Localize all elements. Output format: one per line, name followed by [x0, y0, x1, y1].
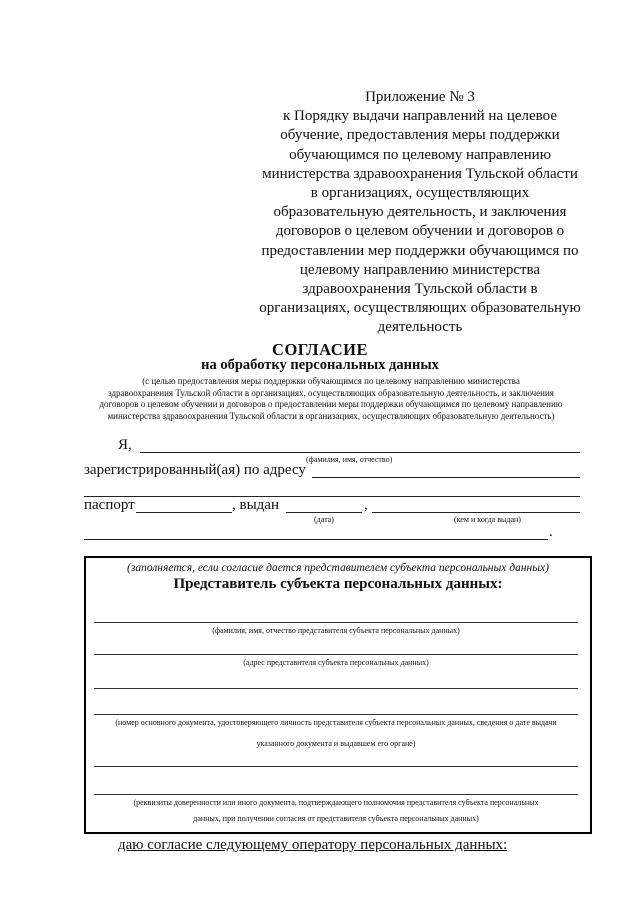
purpose-line: (с целью предоставления меры поддержки обучающимся по целевому направлению министерства	[142, 376, 520, 386]
appendix-line: обучение, предоставления меры поддержки	[280, 127, 560, 144]
representative-address-field[interactable]	[94, 654, 578, 655]
full-name-field[interactable]	[140, 452, 580, 453]
appendix-line: целевому направлению министерства	[299, 261, 541, 278]
appendix-line: министерства здравоохранения Тульской области	[262, 165, 578, 182]
issued-by-caption: (кем и когда выдан)	[454, 515, 521, 524]
representative-document-caption: (номер основного документа, удостоверяющего личность представителя субъекта персональных данных, сведения о дате выдачи	[115, 718, 557, 727]
issue-date-field[interactable]	[286, 512, 362, 513]
purpose-line: договоров о целевом обучении и договоров о предоставлении меры поддержки обучающимся по целевому направлению	[99, 399, 563, 409]
appendix-line: обучающимся по целевому направлению	[289, 146, 551, 163]
full-name-caption: (фамилия, имя, отчество)	[306, 455, 393, 464]
period-mark: .	[549, 524, 553, 540]
issued-by-field[interactable]	[372, 512, 580, 513]
document-subtitle: на обработку персональных данных	[201, 357, 439, 373]
registered-label: зарегистрированный(ая) по адресу	[84, 462, 306, 478]
appendix-line: образовательную деятельность, и заключения	[273, 204, 567, 221]
appendix-line: здравоохранения Тульской области в	[302, 281, 538, 298]
representative-document-field-continuation[interactable]	[94, 714, 578, 715]
i-label: Я,	[118, 437, 132, 453]
purpose-line: министерства здравоохранения Тульской области в организациях, осуществляющих образовательную деятельность)	[107, 410, 555, 421]
address-field-continuation[interactable]	[84, 496, 580, 497]
passport-label: паспорт	[84, 497, 135, 513]
representative-title: Представитель субъекта персональных данных:	[173, 576, 503, 592]
appendix-line: в организациях, осуществляющих	[310, 185, 530, 202]
appendix-line: Приложение № 3	[365, 89, 475, 105]
representative-proxy-caption: (реквизиты доверенности или иного документа, подтверждающего полномочия представителя субъекта персональных	[133, 798, 539, 807]
appendix-line: к Порядку выдачи направлений на целевое	[282, 108, 557, 125]
appendix-line: организациях, осуществляющих образовательную	[259, 300, 581, 317]
appendix-line: деятельность	[377, 319, 463, 336]
appendix-line: договоров о целевом обучении и договоров о	[275, 223, 565, 240]
purpose-note	[82, 376, 580, 422]
representative-proxy-caption-2: данных, при получении согласия от представителя субъекта персональных данных)	[193, 814, 479, 823]
issued-label: , выдан	[232, 497, 279, 513]
appendix-line: предоставлении мер поддержки обучающимся по	[261, 242, 579, 259]
representative-proxy-field-continuation[interactable]	[94, 794, 578, 795]
representative-address-caption: (адрес представителя субъекта персональных данных)	[243, 658, 429, 667]
representative-document-field[interactable]	[94, 688, 578, 689]
comma-separator: ,	[364, 497, 368, 513]
appendix-header	[250, 88, 590, 338]
representative-proxy-field[interactable]	[94, 766, 578, 767]
document-title: СОГЛАСИЕ	[272, 340, 368, 359]
representative-note: (заполняется, если согласие дается представителем субъекта персональных данных)	[127, 562, 549, 574]
passport-number-field[interactable]	[136, 512, 232, 513]
representative-name-caption: (фамилия, имя, отчество представителя субъекта персональных данных)	[212, 626, 460, 635]
purpose-line: здравоохранения Тульской области в организациях, осуществляющих образовательную деятельность, и заключения	[108, 387, 554, 398]
consent-operator-text: даю согласие следующему оператору персональных данных:	[118, 837, 508, 853]
representative-name-field[interactable]	[94, 622, 578, 623]
date-caption: (дата)	[314, 515, 334, 524]
representative-document-caption-2: указанного документа и выдавшем его органе)	[256, 739, 416, 748]
issued-by-field-continuation[interactable]	[84, 539, 548, 540]
representative-box	[84, 556, 592, 834]
address-field[interactable]	[312, 477, 580, 478]
